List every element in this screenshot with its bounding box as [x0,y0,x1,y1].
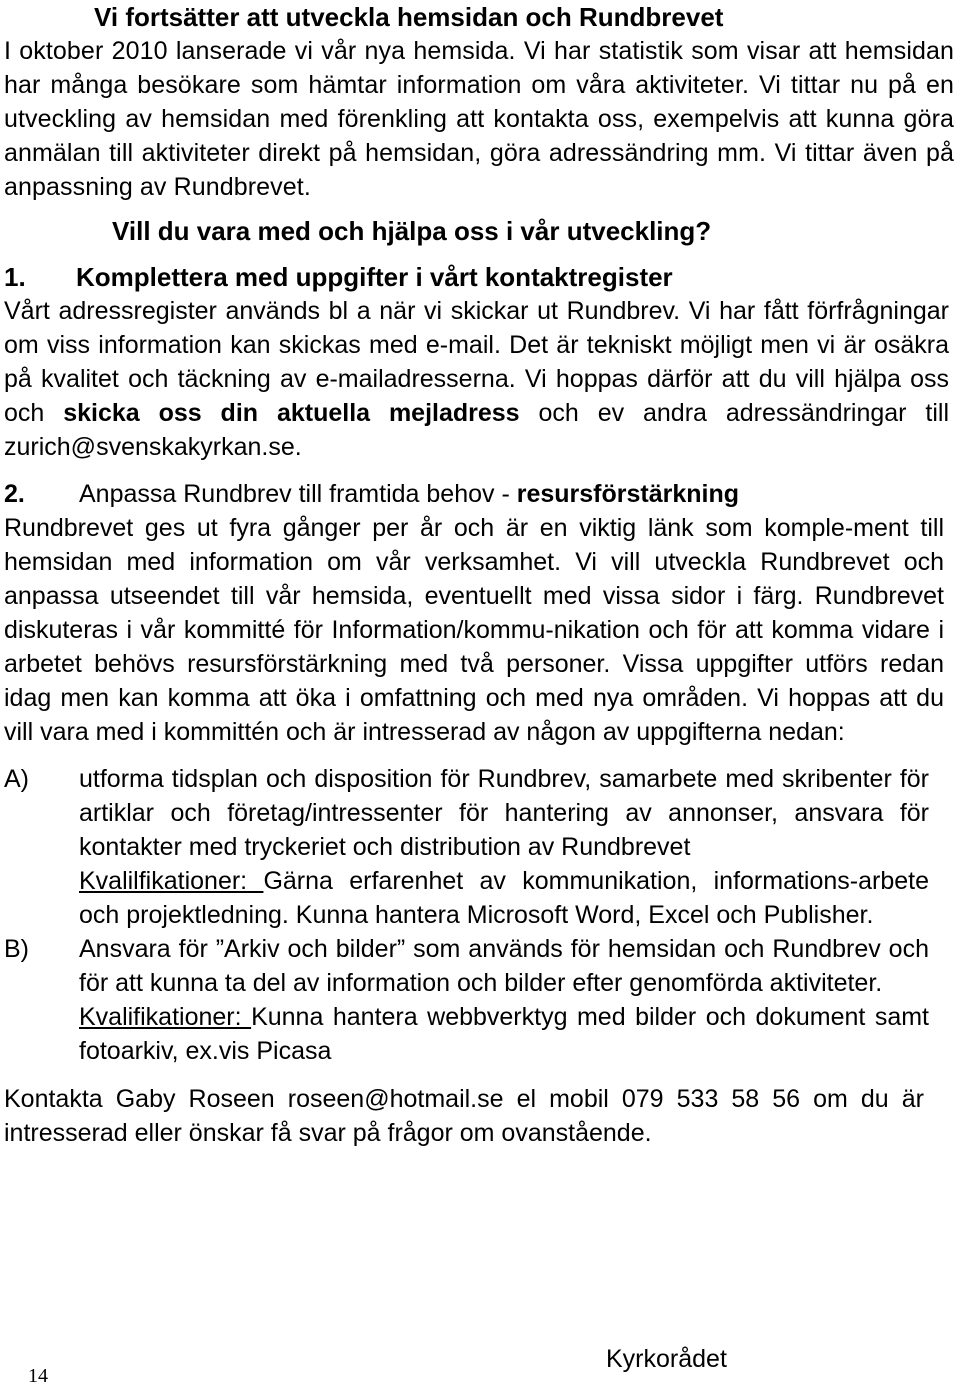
list-item-label: A) [4,765,29,793]
list-item-text: Ansvara för ”Arkiv och bilder” som används för hemsidan och Rundbrev och för att kunna ta del av information och bilder efter genomförda aktiviteter. [79,935,929,997]
list-item-body [79,762,929,932]
section-1-heading [4,260,954,294]
section-1-heading-text: Komplettera med uppgifter i vårt kontaktregister [76,262,673,292]
section-1-text [4,294,949,464]
section-2-number: 2. [4,480,25,508]
section-1-text-bold: skicka oss din aktuella mejladress [63,399,520,427]
list-item [4,932,954,1068]
list-item-text: utforma tidsplan och disposition för Rundbrev, samarbete med skribenter för artiklar och företag/intressenter för hantering av annonser, ansvara för kontakter med tryckeriet och distribution av Rundbrevet [79,765,929,861]
page-number: 14 [28,1365,48,1387]
list-item-body [79,932,929,1068]
section-2-heading-bold: resursförstärkning [516,480,740,508]
section-2-text: Rundbrevet ges ut fyra gånger per år och är en viktig länk som komple-ment till hemsidan med information om vår verksamhet. Vi vill utveckla Rundbrevet och anpassa utseendet till vår hemsida, eventuellt med vissa sidor i färg. Rundbrevet diskuteras i vår kommitté för Information/kommu-nikation och för att komma vidare i arbetet behövs resursförstärkning med två personer. Vissa uppgifter utförs redan idag men kan komma att öka i omfattning och med nya områden. Vi hoppas att du vill vara med i kommittén och är intresserad av någon av uppgifterna nedan: [4,514,944,746]
list-item-label: B) [4,935,29,963]
qualifications-text: Kunna hantera webbverktyg med bilder och dokument samt fotoarkiv, ex.vis Picasa [79,1003,929,1065]
list-item-qualifications [79,864,929,932]
section-2-heading-text: Anpassa Rundbrev till framtida behov - [79,480,517,508]
list-item-qualifications [79,1000,929,1068]
intro-paragraph: I oktober 2010 lanserade vi vår nya hemsida. Vi har statistik som visar att hemsidan har många besökare som hämtar information om våra aktiviteter. Vi tittar nu på en utveckling av hemsidan med förenkling att kontakta oss, exempelvis att kunna göra anmälan till aktiviteter direkt på hemsidan, göra adressändring mm. Vi tittar även på anpassning av Rundbrevet. [4,37,954,201]
document-page [4,0,954,1150]
contact-paragraph: Kontakta Gaby Roseen roseen@hotmail.se el mobil 079 533 58 56 om du är intresserad eller önskar få svar på frågor om ovanstående. [4,1085,924,1147]
section-1 [4,260,954,464]
signature: Kyrkorådet [606,1345,727,1373]
section-1-text-start: Vårt adressregister används bl a när vi skickar ut Rundbrev. Vi har fått förfrågningar om viss information kan skickas med e-mail. Det är tekniskt möjligt men vi är osäkra på kvalitet och täckning av e-mailadresserna. Vi hoppas därför att du vill hjälpa oss och [4,297,949,427]
task-list [4,762,954,1068]
list-item [4,762,954,932]
section-1-text-end: och ev andra adressändringar till zurich@svenskakyrkan.se. [4,399,950,461]
qualifications-label: Kvalifikationer: [79,1003,252,1031]
question-heading: Vill du vara med och hjälpa oss i vår utveckling? [112,216,712,246]
qualifications-label: Kvalilfikationer: [79,867,264,895]
section-1-number: 1. [4,262,26,292]
section-2 [4,477,954,749]
section-2-heading [4,477,954,511]
qualifications-text: Gärna erfarenhet av kommunikation, informations-arbete och projektledning. Kunna hantera Microsoft Word, Excel och Publisher. [79,867,930,929]
page-title: Vi fortsätter att utveckla hemsidan och Rundbrevet [94,2,724,32]
